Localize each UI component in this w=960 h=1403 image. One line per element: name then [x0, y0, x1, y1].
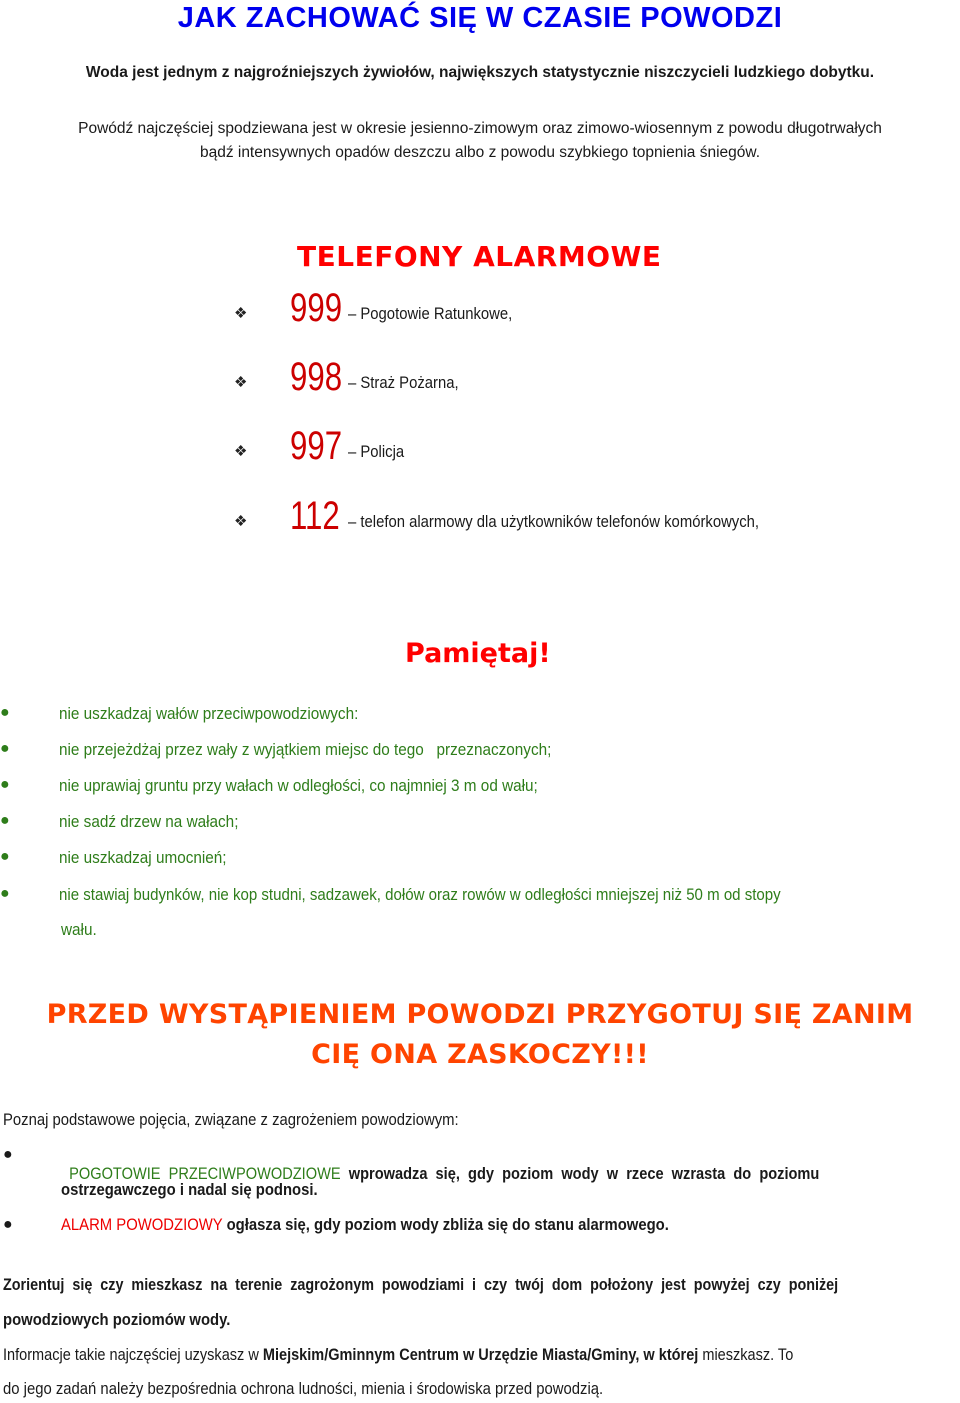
bullet-dot-icon: ● — [0, 885, 10, 902]
concept-item-1 — [61, 1146, 819, 1184]
prepare-heading-line: CIĘ ONA ZASKOCZY!!! — [311, 1039, 649, 1070]
concepts-intro: Poznaj podstawowe pojęcia, związane z zagrożeniem powodziowym: — [3, 1111, 459, 1129]
phone-item — [234, 278, 531, 328]
bullet-dot-icon: ● — [0, 704, 10, 721]
concept-definition: wprowadza się, gdy poziom wody w rzece wzrasta do poziomu — [348, 1165, 820, 1183]
phone-description: – Policja — [348, 443, 405, 461]
phone-item — [234, 416, 410, 466]
intro-paragraph-2 — [0, 117, 960, 165]
info-line-2: do jego zadań należy bezpośrednia ochrona ludności, mienia i środowiska przed powodzią. — [3, 1380, 604, 1398]
list-item-text: nie uszkadzaj wałów przeciwpowodziowych: — [59, 704, 359, 723]
list-item-text: nie uszkadzaj umocnień; — [59, 848, 227, 867]
phone-number: 999 — [290, 286, 343, 330]
phone-description: – Pogotowie Ratunkowe, — [348, 305, 513, 323]
intro-line: Powódź najczęściej spodziewana jest w okresie jesienno-zimowym oraz zimowo-wiosennym z powodu długotrwałych — [78, 120, 882, 137]
concept-definition: ogłasza się, gdy poziom wody zbliża się do stanu alarmowego. — [226, 1216, 669, 1234]
bullet-dot-icon: ● — [3, 1146, 13, 1163]
concept-term: POGOTOWIE PRZECIWPOWODZIOWE — [69, 1165, 341, 1183]
orient-line-2: powodziowych poziomów wody. — [3, 1311, 231, 1329]
intro-paragraph-1: Woda jest jednym z najgroźniejszych żywiołów, największych statystycznie niszczycieli ludzkiego dobytku. — [85, 64, 875, 81]
concept-item-2 — [61, 1216, 669, 1235]
list-item-text: nie stawiaj budynków, nie kop studni, sadzawek, dołów oraz rowów w odległości mniejszej niż 50 m od stopy — [59, 885, 781, 904]
diamond-bullet-icon: ❖ — [234, 513, 248, 530]
phone-number: 997 — [290, 424, 343, 468]
remember-heading: Pamiętaj! — [405, 638, 551, 669]
phone-item — [234, 347, 471, 397]
orient-line-1: Zorientuj się czy mieszkasz na terenie zagrożonym powodziami i czy twój dom położony jest powyżej czy poniżej — [3, 1276, 839, 1294]
bullet-dot-icon: ● — [0, 848, 10, 865]
phone-number: 112 — [290, 494, 340, 538]
list-item-text: nie uprawiaj gruntu przy wałach w odległości, co najmniej 3 m od wału; — [59, 776, 538, 795]
list-item-text: nie sadź drzew na wałach; — [59, 812, 239, 831]
bullet-dot-icon: ● — [0, 812, 10, 829]
phone-description: – telefon alarmowy dla użytkowników telefonów komórkowych, — [348, 513, 760, 531]
prepare-heading — [0, 995, 960, 1075]
concept-item-1-continuation: ostrzegawczego i nadal się podnosi. — [61, 1181, 318, 1199]
phones-heading: TELEFONY ALARMOWE — [297, 240, 662, 273]
concept-term: ALARM POWODZIOWY — [61, 1216, 223, 1234]
info-line-1 — [3, 1346, 793, 1365]
phone-item — [234, 486, 805, 536]
diamond-bullet-icon: ❖ — [234, 443, 248, 460]
bullet-dot-icon: ● — [0, 740, 10, 757]
phone-description: – Straż Pożarna, — [348, 374, 459, 392]
diamond-bullet-icon: ❖ — [234, 305, 248, 322]
info-text: Informacje takie najczęściej uzyskasz w — [3, 1346, 259, 1364]
list-item-text: wału. — [61, 920, 97, 939]
bullet-dot-icon: ● — [3, 1216, 13, 1233]
info-text: mieszkasz. To — [702, 1346, 794, 1364]
diamond-bullet-icon: ❖ — [234, 374, 248, 391]
bullet-dot-icon: ● — [0, 776, 10, 793]
intro-line: bądź intensywnych opadów deszczu albo z powodu szybkiego topnienia śniegów. — [199, 144, 761, 161]
page-title: JAK ZACHOWAĆ SIĘ W CZASIE POWODZI — [177, 2, 783, 34]
info-highlight: Miejskim/Gminnym Centrum w Urzędzie Miasta/Gminy, w której — [262, 1346, 699, 1364]
list-item-text: nie przejeżdżaj przez wały z wyjątkiem miejsc do tego przeznaczonych; — [59, 740, 552, 759]
prepare-heading-line: PRZED WYSTĄPIENIEM POWODZI PRZYGOTUJ SIĘ ZANIM — [46, 999, 914, 1030]
phone-number: 998 — [290, 355, 343, 399]
